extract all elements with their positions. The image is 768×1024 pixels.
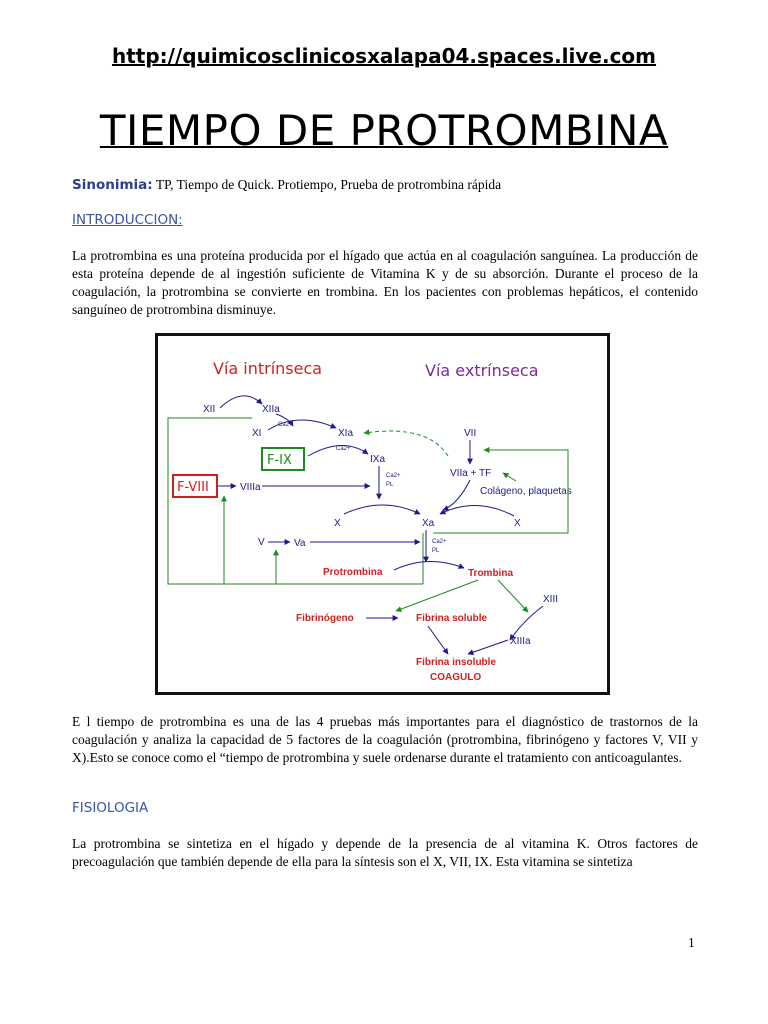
factor-xa: Xa <box>422 518 435 529</box>
calcium-label-4: Ca2+ <box>432 539 447 545</box>
feedback-loop-left <box>168 516 423 584</box>
prothrombin-label: Protrombina <box>323 567 383 578</box>
factor-viiia: VIIIa <box>240 482 261 493</box>
synonyms-text: TP, Tiempo de Quick. Protiempo, Prueba de protrombina rápida <box>152 177 502 192</box>
phospholipid-label-1: PL <box>386 482 394 488</box>
arrow-xii-xiia <box>220 396 262 408</box>
collagen-platelets: Colágeno, plaquetas <box>480 486 572 497</box>
arrow-x-xa-left <box>344 505 420 514</box>
factor-vii: VII <box>464 428 477 439</box>
fibrinogen-label: Fibrinógeno <box>296 613 354 624</box>
factor-va: Va <box>294 538 306 549</box>
clot-label: COAGULO <box>430 672 482 683</box>
calcium-label-2: Ca2+ <box>336 446 351 452</box>
phospholipid-label-2: PL <box>432 548 440 554</box>
coagulation-diagram <box>155 333 610 695</box>
factor-xii: XII <box>203 404 216 415</box>
arrow-thrombin-xiii <box>498 580 528 612</box>
arrow-xiiia-insoluble <box>468 640 508 654</box>
factor-xiii: XIII <box>543 594 559 605</box>
arrow-thrombin-fibrin <box>396 580 478 611</box>
synonyms-line <box>72 177 702 193</box>
factor-xiiia: XIIIa <box>510 636 531 647</box>
synonyms-label: Sinonimia: <box>72 177 153 193</box>
factor-xiia: XIIa <box>262 404 280 415</box>
physiology-heading: FISIOLOGIA <box>72 800 149 816</box>
calcium-label-1: Ca2+ <box>278 422 293 428</box>
factor-f-viii: F-VIII <box>177 480 209 495</box>
insoluble-fibrin-label: Fibrina insoluble <box>416 657 497 668</box>
calcium-label-3: Ca2+ <box>386 473 401 479</box>
factor-x-right: X <box>514 518 521 529</box>
arrow-collagen-viia <box>503 473 516 481</box>
intrinsic-pathway-label: Vía intrínseca <box>213 359 323 378</box>
factor-xia: XIa <box>338 428 354 439</box>
arrow-soluble-insoluble <box>428 626 448 654</box>
paragraph-two: E l tiempo de protrombina es una de las 4 pruebas más importantes para el diagnóstico de trastornos de la coagulación y analiza la capacidad de 5 factores de la coagulación (protrombina, fibrinógeno y factores V, VII y X).Esto se conoce como el “tiempo de protrombina y suele ordenarse durante el tratamiento con anticoagulantes. <box>72 714 698 765</box>
arrow-prothrombin-thrombin <box>394 561 464 570</box>
source-url[interactable]: http://quimicosclinicosxalapa04.spaces.live.com <box>111 44 657 68</box>
intro-heading: INTRODUCCION: <box>72 212 183 228</box>
extrinsic-pathway-label: Vía extrínseca <box>425 361 539 380</box>
feedback-loop-left-top <box>168 418 252 516</box>
factor-f-ix: F-IX <box>267 453 292 468</box>
physiology-paragraph: La protrombina se sintetiza en el hígado y depende de la presencia de al vitamina K. Otros factores de precoagulación que también depende de ella para la síntesis son el X, VII, IX. Esta vitamina se sintetiza <box>72 836 698 869</box>
factor-xi: XI <box>252 428 262 439</box>
coagulation-diagram-svg <box>158 336 607 692</box>
arrow-x-xa-right <box>440 505 514 516</box>
thrombin-label: Trombina <box>468 568 514 579</box>
arrow-viia-xia-dashed <box>364 431 448 456</box>
factor-viia-tf: VIIa + TF <box>450 468 492 479</box>
factor-ixa: IXa <box>370 454 386 465</box>
page-title: TIEMPO DE PROTROMBINA <box>99 106 669 155</box>
page-number: 1 <box>688 935 695 950</box>
factor-x-left: X <box>334 518 341 529</box>
soluble-fibrin-label: Fibrina soluble <box>416 613 488 624</box>
factor-v: V <box>258 537 265 548</box>
intro-paragraph: La protrombina es una proteína producida por el hígado que actúa en al coagulación sanguínea. La producción de esta proteína depende de al ingestión suficiente de Vitamina K y de su absorción. Durante el proceso de la coagulación, la protrombina se convierte en trombina. En los pacientes con problemas hepáticos, el contenido sanguíneo de protrombina disminuye. <box>72 248 698 317</box>
